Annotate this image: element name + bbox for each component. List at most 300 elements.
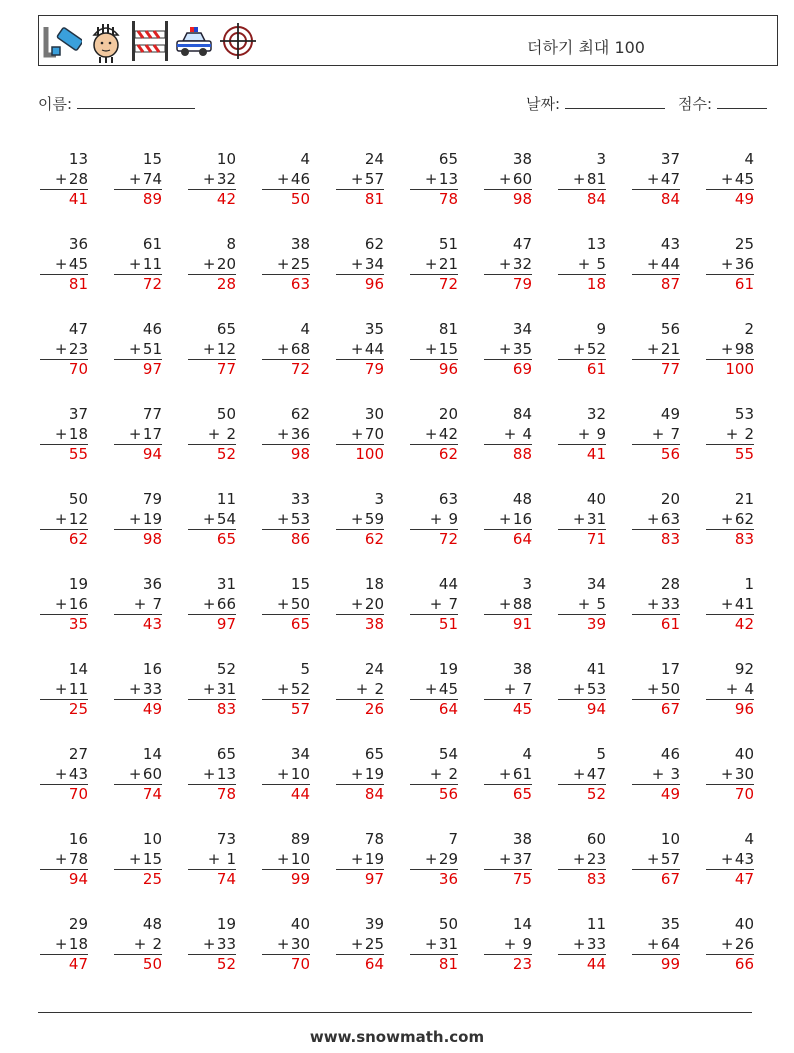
addend-bottom-value: 7 bbox=[443, 594, 458, 613]
problem bbox=[544, 235, 606, 294]
answer: 70 bbox=[262, 954, 310, 974]
addend-top: 51 bbox=[438, 235, 458, 253]
date-blank[interactable] bbox=[565, 94, 665, 109]
problem bbox=[174, 490, 236, 549]
plus-sign: + bbox=[646, 594, 660, 613]
answer: 49 bbox=[632, 784, 680, 804]
plus-sign: + bbox=[350, 424, 364, 443]
answer: 50 bbox=[262, 189, 310, 209]
addend-top: 63 bbox=[438, 490, 458, 508]
problem bbox=[470, 235, 532, 294]
answer: 79 bbox=[484, 274, 532, 294]
answer: 49 bbox=[114, 699, 162, 719]
addend-bottom-value: 2 bbox=[369, 679, 384, 698]
answer: 70 bbox=[706, 784, 754, 804]
plus-sign: + bbox=[128, 764, 142, 783]
problem bbox=[692, 235, 754, 294]
addend-top: 84 bbox=[512, 405, 532, 423]
answer: 50 bbox=[114, 954, 162, 974]
addend-top: 81 bbox=[438, 320, 458, 338]
answer: 64 bbox=[484, 529, 532, 549]
problem bbox=[174, 235, 236, 294]
addend-bottom-value: 44 bbox=[364, 339, 384, 358]
problem bbox=[544, 745, 606, 804]
problem bbox=[618, 575, 680, 634]
problem bbox=[26, 150, 88, 209]
addend-top: 34 bbox=[290, 745, 310, 763]
answer: 84 bbox=[558, 189, 606, 209]
addend-top: 38 bbox=[512, 150, 532, 168]
plus-sign: + bbox=[202, 339, 216, 358]
addend-bottom-value: 33 bbox=[586, 934, 606, 953]
problem bbox=[100, 150, 162, 209]
addend-bottom bbox=[544, 850, 606, 870]
addend-bottom-value: 33 bbox=[142, 679, 162, 698]
answer: 84 bbox=[336, 784, 384, 804]
addend-bottom-value: 53 bbox=[586, 679, 606, 698]
problem bbox=[100, 575, 162, 634]
problem bbox=[322, 745, 384, 804]
problem bbox=[618, 915, 680, 974]
addend-top: 65 bbox=[216, 320, 236, 338]
addend-bottom-value: 50 bbox=[290, 594, 310, 613]
addend-bottom bbox=[26, 595, 88, 615]
addend-bottom bbox=[174, 680, 236, 700]
addend-bottom-value: 18 bbox=[68, 934, 88, 953]
addend-bottom bbox=[544, 510, 606, 530]
plus-sign: + bbox=[202, 509, 216, 528]
problem bbox=[618, 235, 680, 294]
addend-bottom-value: 12 bbox=[68, 509, 88, 528]
addend-bottom bbox=[692, 510, 754, 530]
problem bbox=[100, 490, 162, 549]
plus-sign: + bbox=[429, 764, 443, 783]
addend-top: 19 bbox=[68, 575, 88, 593]
addend-bottom bbox=[544, 340, 606, 360]
plus-sign: + bbox=[54, 849, 68, 868]
addend-bottom bbox=[544, 425, 606, 445]
addend-bottom bbox=[396, 850, 458, 870]
addend-bottom bbox=[396, 425, 458, 445]
addend-top: 17 bbox=[660, 660, 680, 678]
addend-top: 46 bbox=[660, 745, 680, 763]
problem bbox=[396, 830, 458, 889]
problem bbox=[396, 745, 458, 804]
addend-bottom-value: 50 bbox=[660, 679, 680, 698]
plus-sign: + bbox=[276, 849, 290, 868]
addend-bottom bbox=[26, 425, 88, 445]
addend-bottom bbox=[322, 680, 384, 700]
problem bbox=[100, 320, 162, 379]
answer: 45 bbox=[484, 699, 532, 719]
plus-sign: + bbox=[276, 509, 290, 528]
answer: 63 bbox=[262, 274, 310, 294]
footer-site: www.snowmath.com bbox=[309, 1028, 485, 1046]
addend-top: 35 bbox=[364, 320, 384, 338]
addend-bottom-value: 7 bbox=[665, 424, 680, 443]
addend-top: 37 bbox=[68, 405, 88, 423]
plus-sign: + bbox=[276, 934, 290, 953]
addend-bottom-value: 52 bbox=[290, 679, 310, 698]
addend-bottom-value: 1 bbox=[221, 849, 236, 868]
answer: 97 bbox=[114, 359, 162, 379]
date-label: 날짜: bbox=[526, 95, 561, 113]
plus-sign: + bbox=[276, 594, 290, 613]
addend-top: 16 bbox=[68, 830, 88, 848]
name-field bbox=[38, 93, 195, 114]
answer: 43 bbox=[114, 614, 162, 634]
addend-top: 50 bbox=[216, 405, 236, 423]
plus-sign: + bbox=[207, 849, 221, 868]
addend-top: 16 bbox=[142, 660, 162, 678]
addend-bottom-value: 31 bbox=[438, 934, 458, 953]
addend-bottom bbox=[174, 170, 236, 190]
problem bbox=[248, 660, 310, 719]
plus-sign: + bbox=[572, 849, 586, 868]
plus-sign: + bbox=[503, 679, 517, 698]
addend-bottom-value: 57 bbox=[364, 169, 384, 188]
answer: 39 bbox=[558, 614, 606, 634]
problem bbox=[26, 490, 88, 549]
addend-top: 92 bbox=[734, 660, 754, 678]
problem bbox=[692, 830, 754, 889]
problem bbox=[396, 320, 458, 379]
plus-sign: + bbox=[276, 339, 290, 358]
score-blank[interactable] bbox=[717, 94, 767, 109]
plus-sign: + bbox=[424, 339, 438, 358]
answer: 74 bbox=[114, 784, 162, 804]
answer: 28 bbox=[188, 274, 236, 294]
problem bbox=[470, 490, 532, 549]
addend-bottom bbox=[544, 595, 606, 615]
addend-top: 48 bbox=[142, 915, 162, 933]
answer: 44 bbox=[262, 784, 310, 804]
problem bbox=[174, 575, 236, 634]
problem bbox=[544, 405, 606, 464]
answer: 75 bbox=[484, 869, 532, 889]
addend-bottom bbox=[618, 935, 680, 955]
answer: 56 bbox=[410, 784, 458, 804]
answer: 78 bbox=[188, 784, 236, 804]
addend-bottom-value: 42 bbox=[438, 424, 458, 443]
answer: 67 bbox=[632, 869, 680, 889]
addend-top: 62 bbox=[364, 235, 384, 253]
addend-bottom bbox=[470, 425, 532, 445]
addend-bottom-value: 88 bbox=[512, 594, 532, 613]
answer: 65 bbox=[188, 529, 236, 549]
plus-sign: + bbox=[350, 254, 364, 273]
plus-sign: + bbox=[651, 424, 665, 443]
plus-sign: + bbox=[276, 679, 290, 698]
plus-sign: + bbox=[498, 169, 512, 188]
plus-sign: + bbox=[128, 424, 142, 443]
answer: 96 bbox=[336, 274, 384, 294]
answer: 66 bbox=[706, 954, 754, 974]
plus-sign: + bbox=[202, 169, 216, 188]
answer: 64 bbox=[410, 699, 458, 719]
addend-top: 7 bbox=[448, 830, 458, 848]
problem bbox=[470, 745, 532, 804]
addend-bottom-value: 4 bbox=[517, 424, 532, 443]
problem bbox=[692, 660, 754, 719]
addend-bottom-value: 33 bbox=[660, 594, 680, 613]
addend-bottom bbox=[174, 935, 236, 955]
score-label: 점수: bbox=[678, 95, 713, 113]
plus-sign: + bbox=[720, 764, 734, 783]
answer: 72 bbox=[114, 274, 162, 294]
addend-top: 9 bbox=[596, 320, 606, 338]
problem bbox=[174, 320, 236, 379]
answer: 88 bbox=[484, 444, 532, 464]
addend-bottom bbox=[100, 595, 162, 615]
addend-top: 3 bbox=[374, 490, 384, 508]
addend-bottom bbox=[470, 340, 532, 360]
addend-bottom-value: 10 bbox=[290, 849, 310, 868]
addend-bottom bbox=[618, 765, 680, 785]
problem bbox=[396, 575, 458, 634]
problem bbox=[100, 235, 162, 294]
addend-bottom-value: 16 bbox=[68, 594, 88, 613]
addend-bottom bbox=[470, 935, 532, 955]
answer: 100 bbox=[706, 359, 754, 379]
police-car-icon bbox=[174, 19, 214, 63]
addend-bottom bbox=[322, 595, 384, 615]
addend-bottom-value: 33 bbox=[216, 934, 236, 953]
addend-bottom-value: 35 bbox=[512, 339, 532, 358]
plus-sign: + bbox=[720, 849, 734, 868]
addend-bottom bbox=[26, 340, 88, 360]
addend-top: 18 bbox=[364, 575, 384, 593]
problem bbox=[100, 745, 162, 804]
addend-bottom bbox=[618, 680, 680, 700]
addend-top: 4 bbox=[300, 320, 310, 338]
problem bbox=[544, 830, 606, 889]
problem bbox=[322, 660, 384, 719]
problem bbox=[100, 660, 162, 719]
addend-bottom bbox=[248, 425, 310, 445]
addend-top: 41 bbox=[586, 660, 606, 678]
plus-sign: + bbox=[276, 169, 290, 188]
addend-bottom-value: 41 bbox=[734, 594, 754, 613]
addend-bottom bbox=[174, 255, 236, 275]
addend-bottom-value: 9 bbox=[591, 424, 606, 443]
addend-top: 49 bbox=[660, 405, 680, 423]
addend-top: 15 bbox=[142, 150, 162, 168]
plus-sign: + bbox=[350, 169, 364, 188]
problem bbox=[26, 235, 88, 294]
problem bbox=[322, 320, 384, 379]
answer: 72 bbox=[410, 274, 458, 294]
addend-bottom-value: 23 bbox=[586, 849, 606, 868]
problem bbox=[470, 915, 532, 974]
addend-bottom-value: 25 bbox=[290, 254, 310, 273]
addend-bottom-value: 81 bbox=[586, 169, 606, 188]
plus-sign: + bbox=[128, 254, 142, 273]
addend-bottom bbox=[174, 595, 236, 615]
plus-sign: + bbox=[133, 594, 147, 613]
answer: 99 bbox=[632, 954, 680, 974]
icon-strip bbox=[42, 19, 258, 63]
name-label: 이름: bbox=[38, 95, 73, 113]
addend-bottom-value: 45 bbox=[734, 169, 754, 188]
addend-top: 13 bbox=[586, 235, 606, 253]
addend-bottom-value: 31 bbox=[216, 679, 236, 698]
addend-top: 44 bbox=[438, 575, 458, 593]
addend-bottom-value: 53 bbox=[290, 509, 310, 528]
addend-bottom bbox=[692, 935, 754, 955]
answer: 71 bbox=[558, 529, 606, 549]
answer: 83 bbox=[558, 869, 606, 889]
problem bbox=[174, 150, 236, 209]
addend-bottom bbox=[248, 765, 310, 785]
problem bbox=[618, 745, 680, 804]
addend-bottom bbox=[470, 595, 532, 615]
addend-bottom-value: 64 bbox=[660, 934, 680, 953]
answer: 72 bbox=[262, 359, 310, 379]
answer: 94 bbox=[40, 869, 88, 889]
addend-bottom bbox=[396, 255, 458, 275]
problem bbox=[248, 150, 310, 209]
addend-bottom-value: 31 bbox=[586, 509, 606, 528]
addend-bottom-value: 47 bbox=[660, 169, 680, 188]
addend-top: 40 bbox=[734, 915, 754, 933]
addend-bottom bbox=[618, 340, 680, 360]
addend-top: 2 bbox=[744, 320, 754, 338]
answer: 100 bbox=[336, 444, 384, 464]
addend-bottom-value: 19 bbox=[364, 764, 384, 783]
addend-bottom-value: 11 bbox=[68, 679, 88, 698]
problem bbox=[470, 660, 532, 719]
problem bbox=[26, 915, 88, 974]
flashlight-icon bbox=[42, 19, 82, 63]
addend-top: 77 bbox=[142, 405, 162, 423]
plus-sign: + bbox=[350, 509, 364, 528]
plus-sign: + bbox=[128, 849, 142, 868]
plus-sign: + bbox=[276, 254, 290, 273]
problem bbox=[322, 915, 384, 974]
plus-sign: + bbox=[202, 934, 216, 953]
plus-sign: + bbox=[720, 339, 734, 358]
answer: 26 bbox=[336, 699, 384, 719]
prisoner-icon bbox=[86, 19, 126, 63]
addend-bottom bbox=[248, 170, 310, 190]
problem bbox=[692, 745, 754, 804]
addend-bottom bbox=[618, 510, 680, 530]
addend-bottom-value: 36 bbox=[290, 424, 310, 443]
addend-bottom-value: 44 bbox=[660, 254, 680, 273]
answer: 91 bbox=[484, 614, 532, 634]
plus-sign: + bbox=[54, 254, 68, 273]
answer: 52 bbox=[188, 444, 236, 464]
addend-bottom-value: 43 bbox=[68, 764, 88, 783]
answer: 47 bbox=[40, 954, 88, 974]
addend-bottom-value: 47 bbox=[586, 764, 606, 783]
answer: 78 bbox=[410, 189, 458, 209]
answer: 81 bbox=[336, 189, 384, 209]
answer: 87 bbox=[632, 274, 680, 294]
name-blank[interactable] bbox=[77, 94, 195, 109]
addend-top: 65 bbox=[364, 745, 384, 763]
problem bbox=[248, 745, 310, 804]
addend-bottom-value: 57 bbox=[660, 849, 680, 868]
answer: 47 bbox=[706, 869, 754, 889]
answer: 97 bbox=[336, 869, 384, 889]
addend-bottom-value: 12 bbox=[216, 339, 236, 358]
answer: 52 bbox=[188, 954, 236, 974]
plus-sign: + bbox=[577, 424, 591, 443]
addend-bottom-value: 34 bbox=[364, 254, 384, 273]
addend-bottom bbox=[470, 680, 532, 700]
addend-top: 28 bbox=[660, 575, 680, 593]
addend-bottom bbox=[100, 680, 162, 700]
problem bbox=[26, 660, 88, 719]
problem bbox=[544, 150, 606, 209]
addend-bottom-value: 15 bbox=[438, 339, 458, 358]
addend-bottom bbox=[248, 850, 310, 870]
addend-bottom-value: 30 bbox=[734, 764, 754, 783]
addend-top: 47 bbox=[512, 235, 532, 253]
plus-sign: + bbox=[572, 934, 586, 953]
addend-bottom bbox=[322, 255, 384, 275]
addend-top: 54 bbox=[438, 745, 458, 763]
answer: 74 bbox=[188, 869, 236, 889]
answer: 25 bbox=[40, 699, 88, 719]
addend-bottom bbox=[248, 595, 310, 615]
plus-sign: + bbox=[498, 339, 512, 358]
answer: 51 bbox=[410, 614, 458, 634]
problem bbox=[470, 830, 532, 889]
plus-sign: + bbox=[128, 509, 142, 528]
addend-top: 61 bbox=[142, 235, 162, 253]
answer: 81 bbox=[410, 954, 458, 974]
addend-bottom-value: 74 bbox=[142, 169, 162, 188]
problem bbox=[618, 490, 680, 549]
addend-bottom bbox=[322, 850, 384, 870]
problem bbox=[100, 405, 162, 464]
problem bbox=[544, 490, 606, 549]
problem bbox=[322, 235, 384, 294]
addend-bottom bbox=[26, 765, 88, 785]
problem bbox=[692, 575, 754, 634]
addend-top: 4 bbox=[522, 745, 532, 763]
answer: 41 bbox=[558, 444, 606, 464]
problem bbox=[396, 235, 458, 294]
addend-top: 4 bbox=[744, 150, 754, 168]
plus-sign: + bbox=[54, 169, 68, 188]
plus-sign: + bbox=[572, 764, 586, 783]
problem bbox=[26, 405, 88, 464]
addend-bottom bbox=[544, 765, 606, 785]
addend-bottom bbox=[618, 595, 680, 615]
plus-sign: + bbox=[646, 509, 660, 528]
addend-top: 53 bbox=[734, 405, 754, 423]
plus-sign: + bbox=[429, 594, 443, 613]
plus-sign: + bbox=[498, 764, 512, 783]
addend-top: 29 bbox=[68, 915, 88, 933]
answer: 44 bbox=[558, 954, 606, 974]
addend-bottom-value: 9 bbox=[443, 509, 458, 528]
answer: 42 bbox=[706, 614, 754, 634]
problem bbox=[692, 320, 754, 379]
addend-bottom bbox=[396, 680, 458, 700]
plus-sign: + bbox=[424, 679, 438, 698]
addend-bottom-value: 68 bbox=[290, 339, 310, 358]
plus-sign: + bbox=[350, 594, 364, 613]
addend-top: 20 bbox=[660, 490, 680, 508]
addend-bottom-value: 26 bbox=[734, 934, 754, 953]
answer: 83 bbox=[188, 699, 236, 719]
addend-top: 48 bbox=[512, 490, 532, 508]
